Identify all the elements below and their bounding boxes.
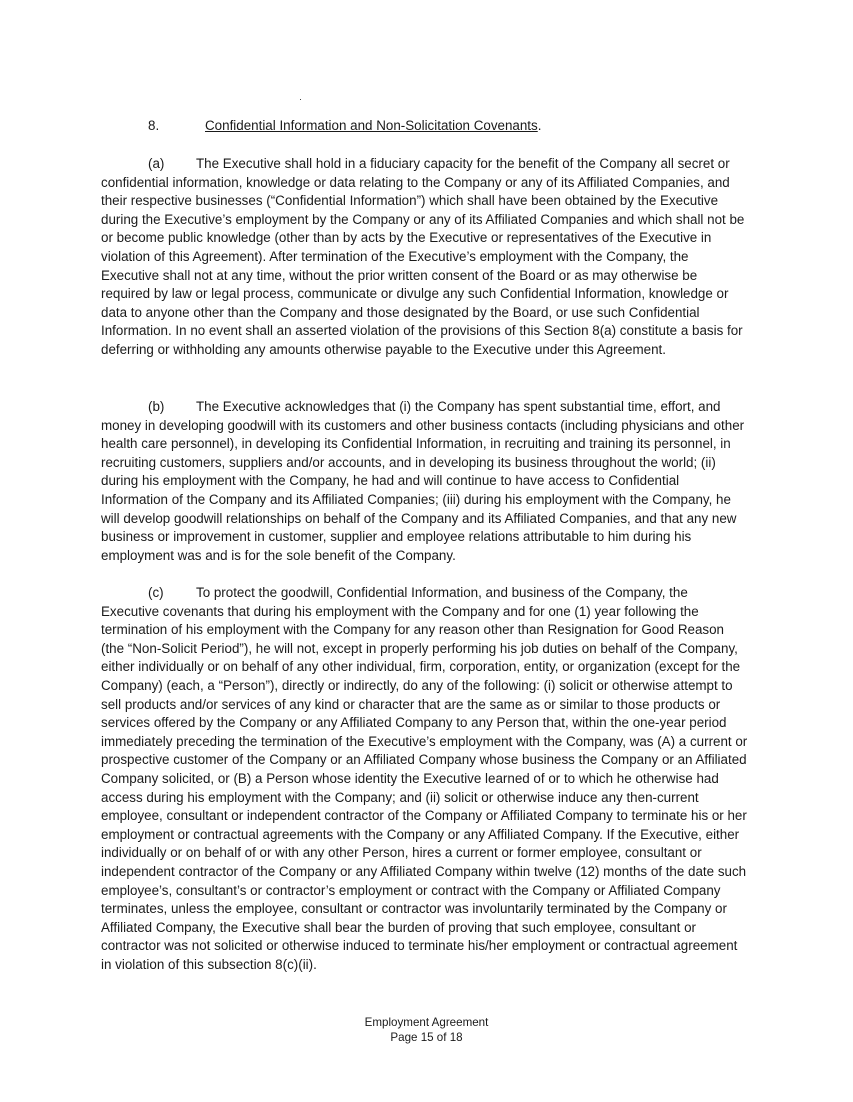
paragraph-text: The Executive acknowledges that (i) the Company has spent substantial time, effort, and money in developing goodwill with its customers and other business contacts (including physicians and other health care personnel), in developing its Confidential Information, in recruiting and training its personnel, in recruiting customers, suppliers and/or accounts, and in developing its business throughout the world; (ii) during his employment with the Company, he had and will continue to have access to Confidential Information of the Company and its Affiliated Companies; (iii) during his employment with the Company, he will develop goodwill relationships on behalf of the Company and its Affiliated Companies, and that any new business or improvement in customer, supplier and employee relations attributable to him during his employment was and is for the sole benefit of the Company. [101,399,745,563]
section-number: 8. [148,118,160,133]
paragraph-label: (a) [148,156,165,171]
paragraph-text: The Executive shall hold in a fiduciary capacity for the benefit of the Company all secret or confidential information, knowledge or data relating to the Company or any of its Affiliated Companies, and their respective businesses (“Confidential Information”) which shall have been obtained by the Executive during the Executive’s employment by the Company or any of its Affiliated Companies and which shall not be or become public knowledge (other than by acts by the Executive or representatives of the Executive in violation of this Agreement). After termination of the Executive’s employment with the Company, the Executive shall not at any time, without the prior written consent of the Board or as may otherwise be required by law or legal process, communicate or divulge any such Confidential Information, knowledge or data to anyone other than the Company and those designated by the Board, or use such Confidential Information. In no event shall an asserted violation of the provisions of this Section 8(a) constitute a basis for deferring or withholding any amounts otherwise payable to the Executive under this Agreement. [101,156,745,357]
section-heading [148,117,541,136]
section-title: Confidential Information and Non-Solicitation Covenants [205,118,538,133]
paragraph-label: (c) [148,585,164,600]
section-title-period: . [537,118,542,133]
paragraph-text: To protect the goodwill, Confidential Information, and business of the Company, the Executive covenants that during his employment with the Company and for one (1) year following the termination of his employment with the Company for any reason other than Resignation for Good Reason (the “Non-Solicit Period”), he will not, except in properly performing his job duties on behalf of the Company, either individually or on behalf of any other individual, firm, corporation, entity, or organization (except for the Company) (each, a “Person”), directly or indirectly, do any of the following: (i) solicit or otherwise attempt to sell products and/or services of any kind or character that are the same as or similar to those products or services offered by the Company or any Affiliated Company to any Person that, within the one-year period immediately preceding the termination of the Executive’s employment with the Company, was (A) a current or prospective customer of the Company or an Affiliated Company whose business the Company or an Affiliated Company solicited, or (B) a Person whose identity the Executive learned of or to which he otherwise had access during his employment with the Company; and (ii) solicit or otherwise induce any then-current employee, consultant or independent contractor of the Company or Affiliated Company to terminate his or her employment or contractual agreements with the Company or any Affiliated Company. If the Executive, either individually or on behalf of or with any other Person, hires a current or former employee, consultant or independent contractor of the Company or any Affiliated Company within twelve (12) months of the date such employee’s, consultant’s or contractor’s employment or contract with the Company or Affiliated Company terminates, unless the employee, consultant or contractor was involuntarily terminated by the Company or Affiliated Company, the Executive shall bear the burden of proving that such employee, consultant or contractor was not solicited or otherwise induced to terminate his/her employment or contractual agreement in violation of this subsection 8(c)(ii). [101,585,748,972]
paragraph-a [101,155,749,360]
footer-document-name: Employment Agreement [364,1016,489,1029]
paragraph-b [101,398,749,565]
paragraph-label: (b) [148,399,165,414]
page-footer [0,1015,853,1045]
scan-speck [300,99,301,100]
paragraph-c [101,584,749,974]
footer-page-number: Page 15 of 18 [390,1031,463,1044]
